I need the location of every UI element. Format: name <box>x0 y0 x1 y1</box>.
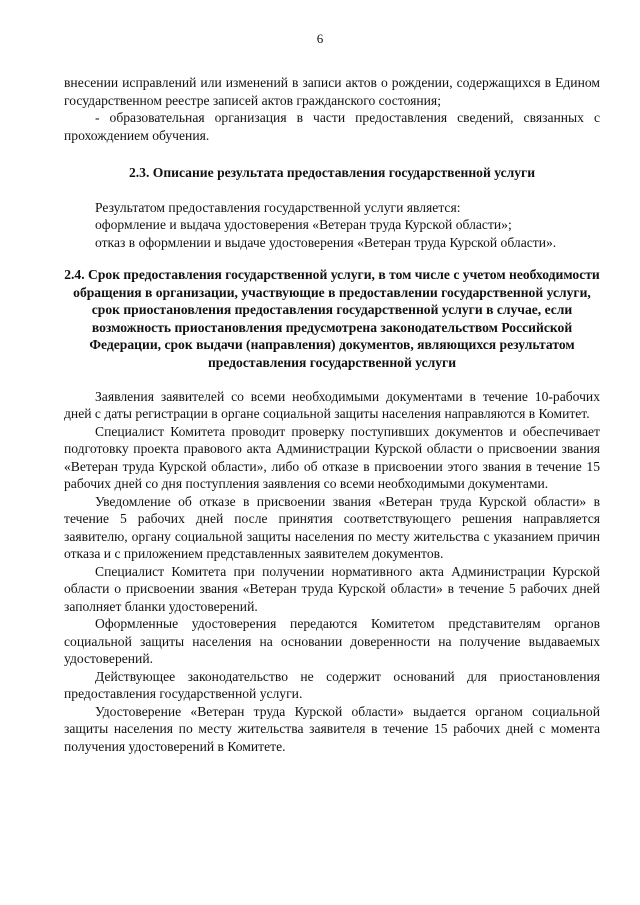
paragraph-no-suspension: Действующее законодательство не содержит оснований для приостановления предоставления государственной услуги. <box>64 668 600 702</box>
section-heading-2-4: 2.4. Срок предоставления государственной услуги, в том числе с учетом необходимости обращения в организации, участвующие в предоставлении государственной услуги, срок приостановления предоставления государственной услуги в случае, если возможность приостановления предусмотрена законодательством Российской Федерации, срок выдачи (направления) документов, являющихся результатом предоставления государственной услуги <box>64 267 600 370</box>
result-item-issue: оформление и выдача удостоверения «Ветеран труда Курской области»; <box>95 217 512 232</box>
paragraph-committee-check: Специалист Комитета проводит проверку поступивших документов и обеспечивает подготовку проекта правового акта Администрации Курской области о присвоении звания «Ветеран труда Курской области», либо об отказе в присвоении этого звания в течение 15 рабочих дней со дня поступления заявления со всеми необходимыми документами. <box>64 423 600 492</box>
result-item-refusal: отказ в оформлении и выдаче удостоверения «Ветеран труда Курской области». <box>95 234 557 250</box>
paragraph-issuance: Удостоверение «Ветеран труда Курской области» выдается органом социальной защиты населения по месту жительства заявителя в течение 15 рабочих дней с момента получения удостоверений в Комитете. <box>64 703 600 754</box>
result-intro: Результатом предоставления государственной услуги является: <box>95 199 461 215</box>
paragraph-applications: Заявления заявителей со всеми необходимыми документами в течение 10-рабочих дней с даты регистрации в органе социальной защиты населения направляются в Комитет. <box>64 388 600 422</box>
paragraph-continuation: внесении исправлений или изменений в записи актов о рождении, содержащихся в Едином государственном реестре записей актов гражданского состояния; <box>64 75 600 108</box>
page-content <box>64 74 600 755</box>
paragraph-forms-fill: Специалист Комитета при получении нормативного акта Администрации Курской области о присвоении звания «Ветеран труда Курской области» в течение 5 рабочих дней заполняет бланки удостоверений. <box>64 563 600 614</box>
page-number: 6 <box>316 31 324 46</box>
paragraph-education-org: - образовательная организация в части предоставления сведений, связанных с прохождением обучения. <box>64 110 600 143</box>
section-heading-2-3: 2.3. Описание результата предоставления государственной услуги <box>128 165 536 180</box>
paragraph-transfer: Оформленные удостоверения передаются Комитетом представителям органов социальной защиты населения на основании доверенности на получение выдаваемых удостоверений. <box>64 616 600 667</box>
paragraph-refusal-notice: Уведомление об отказе в присвоении звания «Ветеран труда Курской области» в течение 5 рабочих дней после принятия соответствующего решения направляется заявителю, органу социальной защиты населения по месту жительства с указанием причин отказа и с приложением представленных заявителем документов. <box>64 493 600 562</box>
